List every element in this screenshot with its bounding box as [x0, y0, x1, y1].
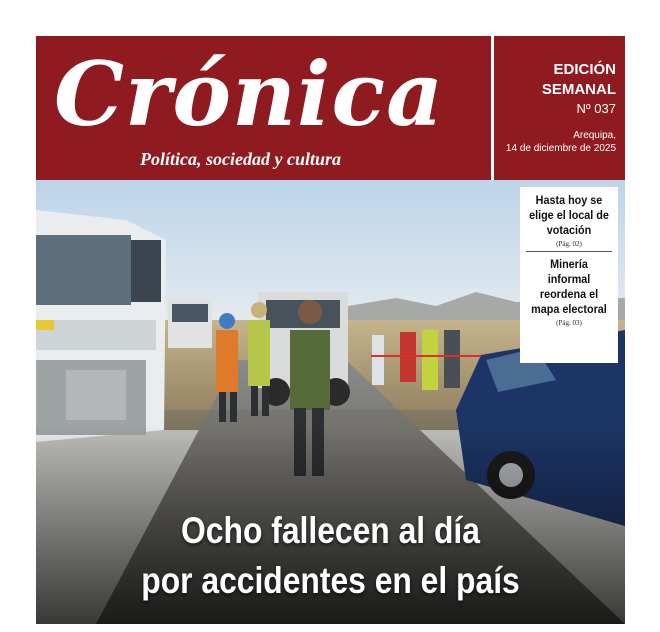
teaser-item[interactable] — [520, 187, 618, 248]
teaser-page-ref: (Pág. 02) — [556, 240, 582, 248]
masthead — [36, 36, 625, 180]
teaser-item[interactable] — [520, 257, 618, 327]
teaser-divider — [526, 251, 612, 252]
teaser-page-ref: (Pág. 03) — [556, 319, 582, 327]
edition-label: EDICIÓN — [553, 61, 616, 78]
main-headline-line-2: por accidentes en el país — [141, 560, 520, 601]
edition-type: SEMANAL — [541, 81, 616, 98]
main-headline-line-1: Ocho fallecen al día — [181, 510, 480, 551]
teaser-headline: Minería informal reordena el mapa electoral — [531, 257, 607, 316]
edition-city: Arequipa, — [573, 130, 616, 141]
edition-date: 14 de diciembre de 2025 — [505, 143, 616, 154]
newspaper-logo: Crónica — [54, 42, 445, 146]
edition-box — [498, 60, 616, 155]
masthead-divider — [491, 36, 494, 180]
newspaper-cover — [36, 36, 625, 624]
teaser-headline: Hasta hoy se elige el local de votación — [529, 193, 609, 237]
sidebar-teasers — [520, 187, 618, 363]
tagline: Política, sociedad y cultura — [140, 149, 341, 169]
issue-number: Nº 037 — [576, 101, 616, 116]
